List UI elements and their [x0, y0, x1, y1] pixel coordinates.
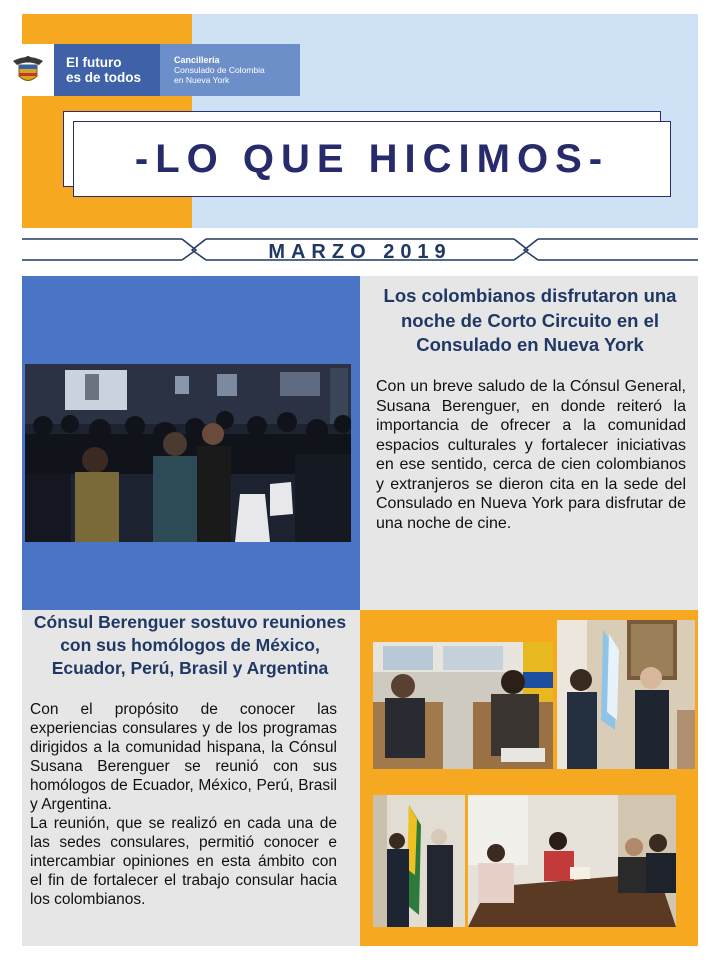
logo-org-line3: en Nueva York [174, 75, 230, 85]
meeting-photo-conference-table [468, 795, 676, 927]
logo-slogan-line1: El futuro [66, 55, 122, 70]
colombia-coat-of-arms-icon [2, 44, 54, 96]
section2-paragraph-1: Con el propósito de conocer las experiencias consulares y de los programas dirigidos a la comunidad hispana, la Cónsul Susana Berenguer se reunió con sus homólogos de Ecuador, México, Perú, Brasil y Argentina. [30, 701, 337, 813]
meeting-photo-hallway [373, 795, 465, 927]
cancilleria-logo [2, 44, 300, 96]
section1-body: Con un breve saludo de la Cónsul General, Susana Berenguer, en donde reiteró la importancia de ofrecer a la comunidad espacios culturales y fortalecer iniciativas en ese sentido, cerca de cien colombianos y extranjeros se dieron cita en la sede del Consulado en Nueva York para disfrutar de una noche de cine. [376, 378, 686, 532]
logo-slogan [54, 44, 160, 96]
logo-slogan-line2: es de todos [66, 70, 142, 85]
logo-org-line2: Consulado de Colombia [174, 65, 265, 75]
page-title: -LO QUE HICIMOS- [134, 136, 610, 181]
section2-paragraph-2: La reunión, que se realizó en cada una de las sedes consulares, permitió conocer e intercambiar opiniones en esta ámbito con el fin de fortalecer el trabajo consular hacia los colombianos. [30, 815, 337, 908]
meeting-photo-sofa [373, 642, 553, 769]
meeting-photo-flags [557, 620, 695, 769]
logo-org-line1: Cancillería [174, 55, 220, 65]
film-night-audience-photo [25, 364, 351, 542]
section2-body [30, 700, 337, 909]
issue-month: MARZO 2019 [268, 241, 452, 263]
section1-headline: Los colombianos disfrutaron una noche de Corto Circuito en el Consulado en Nueva York [383, 285, 677, 355]
section2-headline: Cónsul Berenguer sostuvo reuniones con sus homólogos de México, Ecuador, Perú, Brasil y Argentina [33, 612, 347, 678]
title-frame [73, 121, 671, 197]
logo-organization [160, 44, 300, 96]
